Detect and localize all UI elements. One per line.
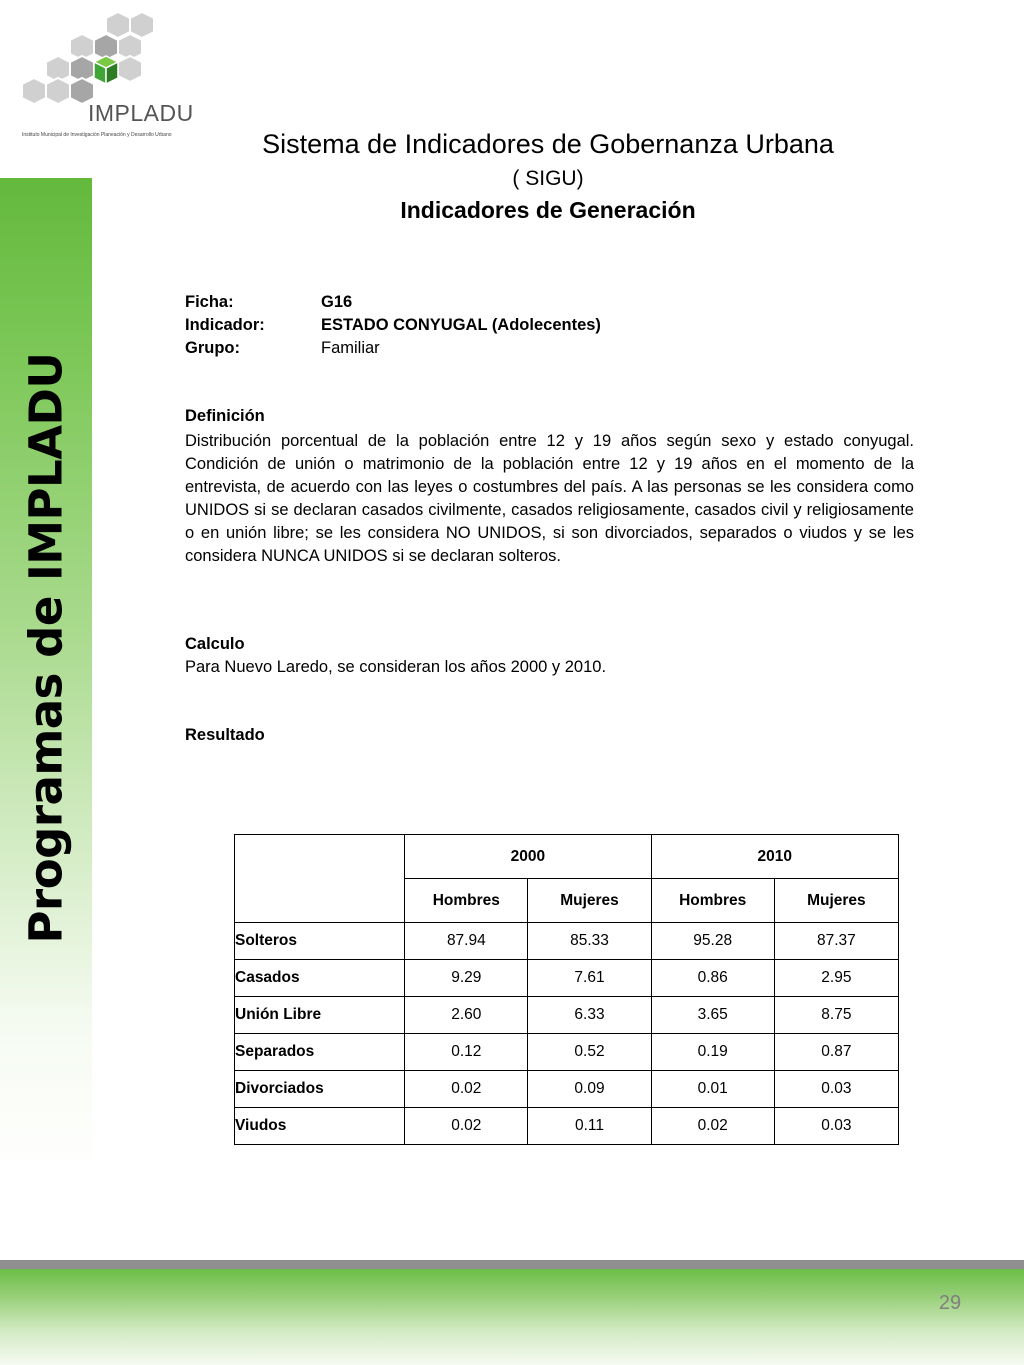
table-cell: 87.37 [774, 923, 898, 960]
page-title: Sistema de Indicadores de Gobernanza Urbana [262, 129, 834, 159]
page-subtitle: ( SIGU) [512, 167, 584, 190]
year-header-2010: 2010 [651, 835, 898, 879]
grupo-value: Familiar [321, 339, 380, 357]
footer-divider [0, 1260, 1024, 1269]
table-year-header-row [235, 835, 899, 879]
table-cell: 8.75 [774, 997, 898, 1034]
indicador-value: ESTADO CONYUGAL (Adolecentes) [321, 316, 601, 334]
table-cell: 85.33 [528, 923, 651, 960]
logo-subtitle: Instituto Municipal de Investigación Planeación y Desarrollo Urbano [22, 132, 172, 138]
grupo-label: Grupo: [185, 339, 240, 357]
table-row [235, 923, 899, 960]
table-cell: 2.60 [405, 997, 528, 1034]
calculo-text: Para Nuevo Laredo, se consideran los años 2000 y 2010. [185, 658, 607, 676]
table-cell: 95.28 [651, 923, 774, 960]
calculo-heading: Calculo [185, 635, 245, 653]
table-corner-cell [235, 835, 405, 923]
impladu-logo [18, 12, 208, 138]
table-cell: 0.86 [651, 960, 774, 997]
table-row [235, 1108, 899, 1145]
column-header: Mujeres [774, 879, 898, 923]
definicion-heading: Definición [185, 407, 265, 425]
table-cell: 0.87 [774, 1034, 898, 1071]
table-cell: 0.19 [651, 1034, 774, 1071]
column-header: Hombres [651, 879, 774, 923]
indicador-label: Indicador: [185, 316, 265, 334]
table-cell: 0.03 [774, 1071, 898, 1108]
row-label: Viudos [235, 1108, 405, 1145]
table-row [235, 997, 899, 1034]
table-cell: 6.33 [528, 997, 651, 1034]
ficha-value: G16 [321, 293, 353, 311]
table-cell: 0.52 [528, 1034, 651, 1071]
results-table [234, 834, 899, 1145]
footer-band [0, 1269, 1024, 1365]
table-cell: 7.61 [528, 960, 651, 997]
table-cell: 0.12 [405, 1034, 528, 1071]
resultado-heading: Resultado [185, 726, 265, 744]
definicion-text: Distribución porcentual de la población entre 12 y 19 años según sexo y estado conyugal. Condición de unión o matrimonio de la población entre 12 y 19 años en el momento de la entrevista, de acuerdo con las leyes o costumbres del país. A las personas se les considera como UNIDOS si se declaran casados civilmente, casados religiosamente, casados civil y religiosamente o en unión libre; se les considera NO UNIDOS, si son divorciados, separados o viudos y se les considera NUNCA UNIDOS si se declaran solteros. [185, 432, 914, 565]
table-cell: 0.01 [651, 1071, 774, 1108]
column-header: Hombres [405, 879, 528, 923]
table-cell: 0.03 [774, 1108, 898, 1145]
table-cell: 0.11 [528, 1108, 651, 1145]
logo-name: IMPLADU [88, 100, 194, 126]
page-number: 29 [938, 1292, 962, 1314]
table-cell: 87.94 [405, 923, 528, 960]
table-cell: 0.02 [651, 1108, 774, 1145]
table-cell: 0.09 [528, 1071, 651, 1108]
table-cell: 0.02 [405, 1108, 528, 1145]
column-header: Mujeres [528, 879, 651, 923]
row-label: Divorciados [235, 1071, 405, 1108]
table-row [235, 1071, 899, 1108]
ficha-label: Ficha: [185, 293, 234, 311]
table-cell: 2.95 [774, 960, 898, 997]
sidebar-title: Programas de IMPLADU [19, 352, 73, 944]
row-label: Separados [235, 1034, 405, 1071]
row-label: Solteros [235, 923, 405, 960]
row-label: Casados [235, 960, 405, 997]
table-row [235, 1034, 899, 1071]
year-header-2000: 2000 [405, 835, 651, 879]
table-cell: 0.02 [405, 1071, 528, 1108]
hexagon-cubes-icon [18, 12, 208, 112]
table-row [235, 960, 899, 997]
table-cell: 9.29 [405, 960, 528, 997]
section-title: Indicadores de Generación [400, 197, 696, 223]
row-label: Unión Libre [235, 997, 405, 1034]
table-cell: 3.65 [651, 997, 774, 1034]
